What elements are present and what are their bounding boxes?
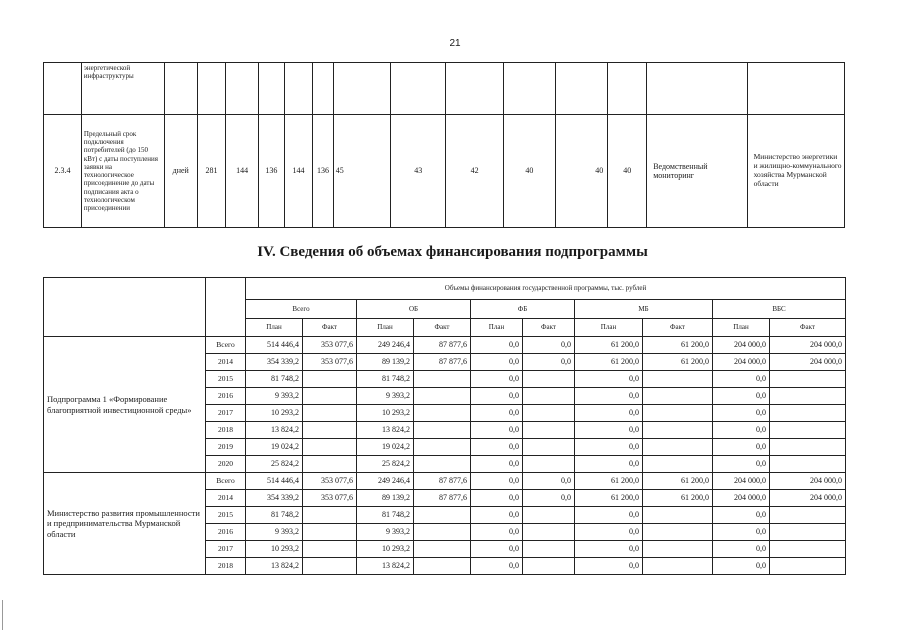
amount-cell bbox=[643, 439, 713, 456]
year-cell: 2017 bbox=[206, 541, 246, 558]
amount-cell: 514 446,4 bbox=[246, 337, 303, 354]
amount-cell: 0,0 bbox=[471, 558, 523, 575]
amount-cell: 0,0 bbox=[471, 473, 523, 490]
year-cell: 2015 bbox=[206, 371, 246, 388]
amount-cell: 353 077,6 bbox=[303, 490, 357, 507]
amount-cell bbox=[303, 524, 357, 541]
amount-cell: 81 748,2 bbox=[357, 507, 414, 524]
amount-cell: 87 877,6 bbox=[414, 473, 471, 490]
amount-cell: 13 824,2 bbox=[357, 558, 414, 575]
indicator-value: 42 bbox=[446, 115, 503, 228]
amount-cell: 0,0 bbox=[713, 422, 770, 439]
amount-cell: 13 824,2 bbox=[246, 558, 303, 575]
amount-cell: 0,0 bbox=[575, 456, 643, 473]
financing-header: Объемы финансирования государственной программы, тыс. рублей bbox=[246, 278, 846, 300]
amount-cell: 61 200,0 bbox=[643, 337, 713, 354]
amount-cell bbox=[770, 524, 846, 541]
amount-cell: 13 824,2 bbox=[246, 422, 303, 439]
year-cell: 2019 bbox=[206, 439, 246, 456]
amount-cell: 61 200,0 bbox=[575, 354, 643, 371]
indicator-name: Предельный срок подключения потребителей (до 150 кВт) с даты поступления заявки на технологическое присоединение до даты подписания акта о технологическом присоединении bbox=[81, 115, 164, 228]
amount-cell: 0,0 bbox=[575, 405, 643, 422]
group-header-ob: ОБ bbox=[357, 300, 471, 319]
indicator-value: 281 bbox=[197, 115, 226, 228]
amount-cell: 0,0 bbox=[575, 558, 643, 575]
amount-cell bbox=[523, 388, 575, 405]
amount-cell: 0,0 bbox=[471, 388, 523, 405]
amount-cell bbox=[414, 388, 471, 405]
amount-cell: 61 200,0 bbox=[643, 354, 713, 371]
amount-cell: 61 200,0 bbox=[643, 473, 713, 490]
amount-cell: 81 748,2 bbox=[246, 371, 303, 388]
year-cell: Всего bbox=[206, 337, 246, 354]
page-number: 21 bbox=[449, 38, 461, 49]
amount-cell: 0,0 bbox=[713, 405, 770, 422]
program-name: Подпрограмма 1 «Формирование благоприятной инвестиционной среды» bbox=[44, 337, 206, 473]
amount-cell: 353 077,6 bbox=[303, 337, 357, 354]
amount-cell: 204 000,0 bbox=[713, 354, 770, 371]
amount-cell: 0,0 bbox=[713, 558, 770, 575]
group-header-mb: МБ bbox=[575, 300, 713, 319]
amount-cell: 25 824,2 bbox=[357, 456, 414, 473]
amount-cell bbox=[643, 507, 713, 524]
year-cell: 2018 bbox=[206, 422, 246, 439]
plan-header: План bbox=[246, 319, 303, 337]
amount-cell bbox=[523, 507, 575, 524]
amount-cell: 204 000,0 bbox=[770, 337, 846, 354]
amount-cell: 0,0 bbox=[713, 388, 770, 405]
amount-cell bbox=[770, 422, 846, 439]
amount-cell bbox=[414, 439, 471, 456]
amount-cell bbox=[414, 541, 471, 558]
amount-cell bbox=[303, 439, 357, 456]
amount-cell bbox=[523, 371, 575, 388]
amount-cell bbox=[523, 405, 575, 422]
amount-cell bbox=[643, 371, 713, 388]
amount-cell: 87 877,6 bbox=[414, 337, 471, 354]
amount-cell: 204 000,0 bbox=[713, 490, 770, 507]
amount-cell: 204 000,0 bbox=[770, 473, 846, 490]
amount-cell bbox=[303, 507, 357, 524]
amount-cell bbox=[770, 371, 846, 388]
indicators-table bbox=[43, 62, 845, 228]
plan-header: План bbox=[471, 319, 523, 337]
amount-cell: 89 139,2 bbox=[357, 490, 414, 507]
amount-cell bbox=[770, 388, 846, 405]
amount-cell bbox=[303, 541, 357, 558]
amount-cell: 354 339,2 bbox=[246, 354, 303, 371]
fact-header: Факт bbox=[303, 319, 357, 337]
amount-cell bbox=[643, 422, 713, 439]
amount-cell bbox=[643, 456, 713, 473]
section-title: IV. Сведения об объемах финансирования подпрограммы bbox=[257, 244, 648, 260]
amount-cell bbox=[643, 558, 713, 575]
amount-cell: 0,0 bbox=[471, 354, 523, 371]
amount-cell: 10 293,2 bbox=[357, 541, 414, 558]
table-row bbox=[44, 473, 846, 490]
year-cell: 2015 bbox=[206, 507, 246, 524]
amount-cell: 10 293,2 bbox=[246, 541, 303, 558]
amount-cell: 0,0 bbox=[471, 371, 523, 388]
indicator-value: 45 bbox=[333, 115, 390, 228]
amount-cell bbox=[414, 422, 471, 439]
amount-cell: 204 000,0 bbox=[770, 490, 846, 507]
amount-cell: 0,0 bbox=[471, 405, 523, 422]
amount-cell: 61 200,0 bbox=[575, 337, 643, 354]
amount-cell: 19 024,2 bbox=[357, 439, 414, 456]
amount-cell: 89 139,2 bbox=[357, 354, 414, 371]
amount-cell: 0,0 bbox=[713, 456, 770, 473]
amount-cell: 0,0 bbox=[713, 439, 770, 456]
amount-cell bbox=[523, 422, 575, 439]
amount-cell: 0,0 bbox=[471, 541, 523, 558]
amount-cell bbox=[414, 405, 471, 422]
amount-cell: 204 000,0 bbox=[770, 354, 846, 371]
year-cell: 2014 bbox=[206, 354, 246, 371]
indicator-value: 40 bbox=[608, 115, 647, 228]
indicator-unit: дней bbox=[164, 115, 197, 228]
indicator-responsible: Министерство энергетики и жилищно-коммунального хозяйства Мурманской области bbox=[747, 115, 844, 228]
amount-cell: 0,0 bbox=[471, 490, 523, 507]
amount-cell: 249 246,4 bbox=[357, 473, 414, 490]
amount-cell: 0,0 bbox=[575, 541, 643, 558]
header-row bbox=[44, 278, 846, 300]
fact-header: Факт bbox=[523, 319, 575, 337]
amount-cell bbox=[523, 558, 575, 575]
amount-cell: 0,0 bbox=[471, 337, 523, 354]
amount-cell: 204 000,0 bbox=[713, 337, 770, 354]
amount-cell: 10 293,2 bbox=[357, 405, 414, 422]
amount-cell bbox=[770, 456, 846, 473]
year-cell: 2016 bbox=[206, 524, 246, 541]
amount-cell: 61 200,0 bbox=[643, 490, 713, 507]
amount-cell: 353 077,6 bbox=[303, 354, 357, 371]
table-row bbox=[44, 337, 846, 354]
table-row bbox=[44, 63, 845, 115]
amount-cell: 0,0 bbox=[471, 439, 523, 456]
indicator-value: 144 bbox=[226, 115, 259, 228]
indicator-value: 43 bbox=[391, 115, 446, 228]
amount-cell bbox=[303, 388, 357, 405]
amount-cell: 87 877,6 bbox=[414, 354, 471, 371]
amount-cell bbox=[770, 439, 846, 456]
amount-cell: 0,0 bbox=[713, 507, 770, 524]
amount-cell: 9 393,2 bbox=[246, 524, 303, 541]
amount-cell bbox=[303, 422, 357, 439]
amount-cell: 0,0 bbox=[713, 524, 770, 541]
amount-cell: 514 446,4 bbox=[246, 473, 303, 490]
amount-cell: 0,0 bbox=[523, 490, 575, 507]
amount-cell bbox=[643, 405, 713, 422]
amount-cell bbox=[303, 456, 357, 473]
amount-cell: 0,0 bbox=[471, 422, 523, 439]
amount-cell bbox=[770, 405, 846, 422]
amount-cell: 204 000,0 bbox=[713, 473, 770, 490]
group-header-fb: ФБ bbox=[471, 300, 575, 319]
financing-table bbox=[43, 277, 846, 575]
amount-cell bbox=[523, 439, 575, 456]
amount-cell bbox=[770, 541, 846, 558]
year-cell: 2018 bbox=[206, 558, 246, 575]
amount-cell bbox=[770, 507, 846, 524]
header-empty-cell bbox=[206, 278, 246, 337]
fact-header: Факт bbox=[770, 319, 846, 337]
indicator-value: 144 bbox=[284, 115, 313, 228]
amount-cell: 0,0 bbox=[575, 422, 643, 439]
amount-cell: 0,0 bbox=[471, 507, 523, 524]
fact-header: Факт bbox=[643, 319, 713, 337]
amount-cell: 0,0 bbox=[575, 507, 643, 524]
amount-cell: 25 824,2 bbox=[246, 456, 303, 473]
amount-cell bbox=[303, 371, 357, 388]
amount-cell: 61 200,0 bbox=[575, 473, 643, 490]
group-header-total: Всего bbox=[246, 300, 357, 319]
amount-cell: 81 748,2 bbox=[246, 507, 303, 524]
amount-cell: 9 393,2 bbox=[246, 388, 303, 405]
header-empty-cell bbox=[44, 278, 206, 337]
amount-cell: 9 393,2 bbox=[357, 388, 414, 405]
amount-cell: 0,0 bbox=[523, 354, 575, 371]
indicator-code: 2.3.4 bbox=[44, 115, 82, 228]
indicator-value: 40 bbox=[556, 115, 608, 228]
amount-cell: 13 824,2 bbox=[357, 422, 414, 439]
amount-cell: 353 077,6 bbox=[303, 473, 357, 490]
year-cell: 2017 bbox=[206, 405, 246, 422]
plan-header: План bbox=[357, 319, 414, 337]
indicator-value: 40 bbox=[503, 115, 555, 228]
indicator-value: 136 bbox=[259, 115, 285, 228]
amount-cell: 354 339,2 bbox=[246, 490, 303, 507]
fact-header: Факт bbox=[414, 319, 471, 337]
year-cell: Всего bbox=[206, 473, 246, 490]
plan-header: План bbox=[713, 319, 770, 337]
amount-cell bbox=[414, 371, 471, 388]
amount-cell: 0,0 bbox=[523, 337, 575, 354]
indicator-source: Ведомственный мониторинг bbox=[647, 115, 747, 228]
amount-cell: 249 246,4 bbox=[357, 337, 414, 354]
amount-cell: 19 024,2 bbox=[246, 439, 303, 456]
scan-artifact bbox=[2, 600, 3, 630]
amount-cell bbox=[414, 558, 471, 575]
amount-cell: 87 877,6 bbox=[414, 490, 471, 507]
amount-cell bbox=[643, 524, 713, 541]
amount-cell bbox=[523, 456, 575, 473]
amount-cell: 0,0 bbox=[713, 371, 770, 388]
program-name: Министерство развития промышленности и предпринимательства Мурманской области bbox=[44, 473, 206, 575]
amount-cell: 0,0 bbox=[713, 541, 770, 558]
amount-cell bbox=[303, 405, 357, 422]
year-cell: 2016 bbox=[206, 388, 246, 405]
table-row bbox=[44, 115, 845, 228]
amount-cell: 81 748,2 bbox=[357, 371, 414, 388]
amount-cell bbox=[523, 524, 575, 541]
amount-cell bbox=[643, 541, 713, 558]
amount-cell: 0,0 bbox=[471, 456, 523, 473]
amount-cell: 61 200,0 bbox=[575, 490, 643, 507]
amount-cell: 10 293,2 bbox=[246, 405, 303, 422]
amount-cell: 0,0 bbox=[575, 524, 643, 541]
indicator-name-cont: энергетической инфраструктуры bbox=[81, 63, 164, 115]
indicator-value: 136 bbox=[313, 115, 333, 228]
plan-header: План bbox=[575, 319, 643, 337]
amount-cell bbox=[523, 541, 575, 558]
amount-cell: 0,0 bbox=[471, 524, 523, 541]
amount-cell bbox=[643, 388, 713, 405]
amount-cell bbox=[414, 456, 471, 473]
amount-cell: 0,0 bbox=[575, 371, 643, 388]
amount-cell bbox=[770, 558, 846, 575]
amount-cell: 0,0 bbox=[575, 439, 643, 456]
group-header-vbs: ВБС bbox=[713, 300, 846, 319]
year-cell: 2020 bbox=[206, 456, 246, 473]
amount-cell bbox=[414, 507, 471, 524]
amount-cell: 9 393,2 bbox=[357, 524, 414, 541]
amount-cell: 0,0 bbox=[575, 388, 643, 405]
amount-cell bbox=[414, 524, 471, 541]
year-cell: 2014 bbox=[206, 490, 246, 507]
amount-cell bbox=[303, 558, 357, 575]
amount-cell: 0,0 bbox=[523, 473, 575, 490]
